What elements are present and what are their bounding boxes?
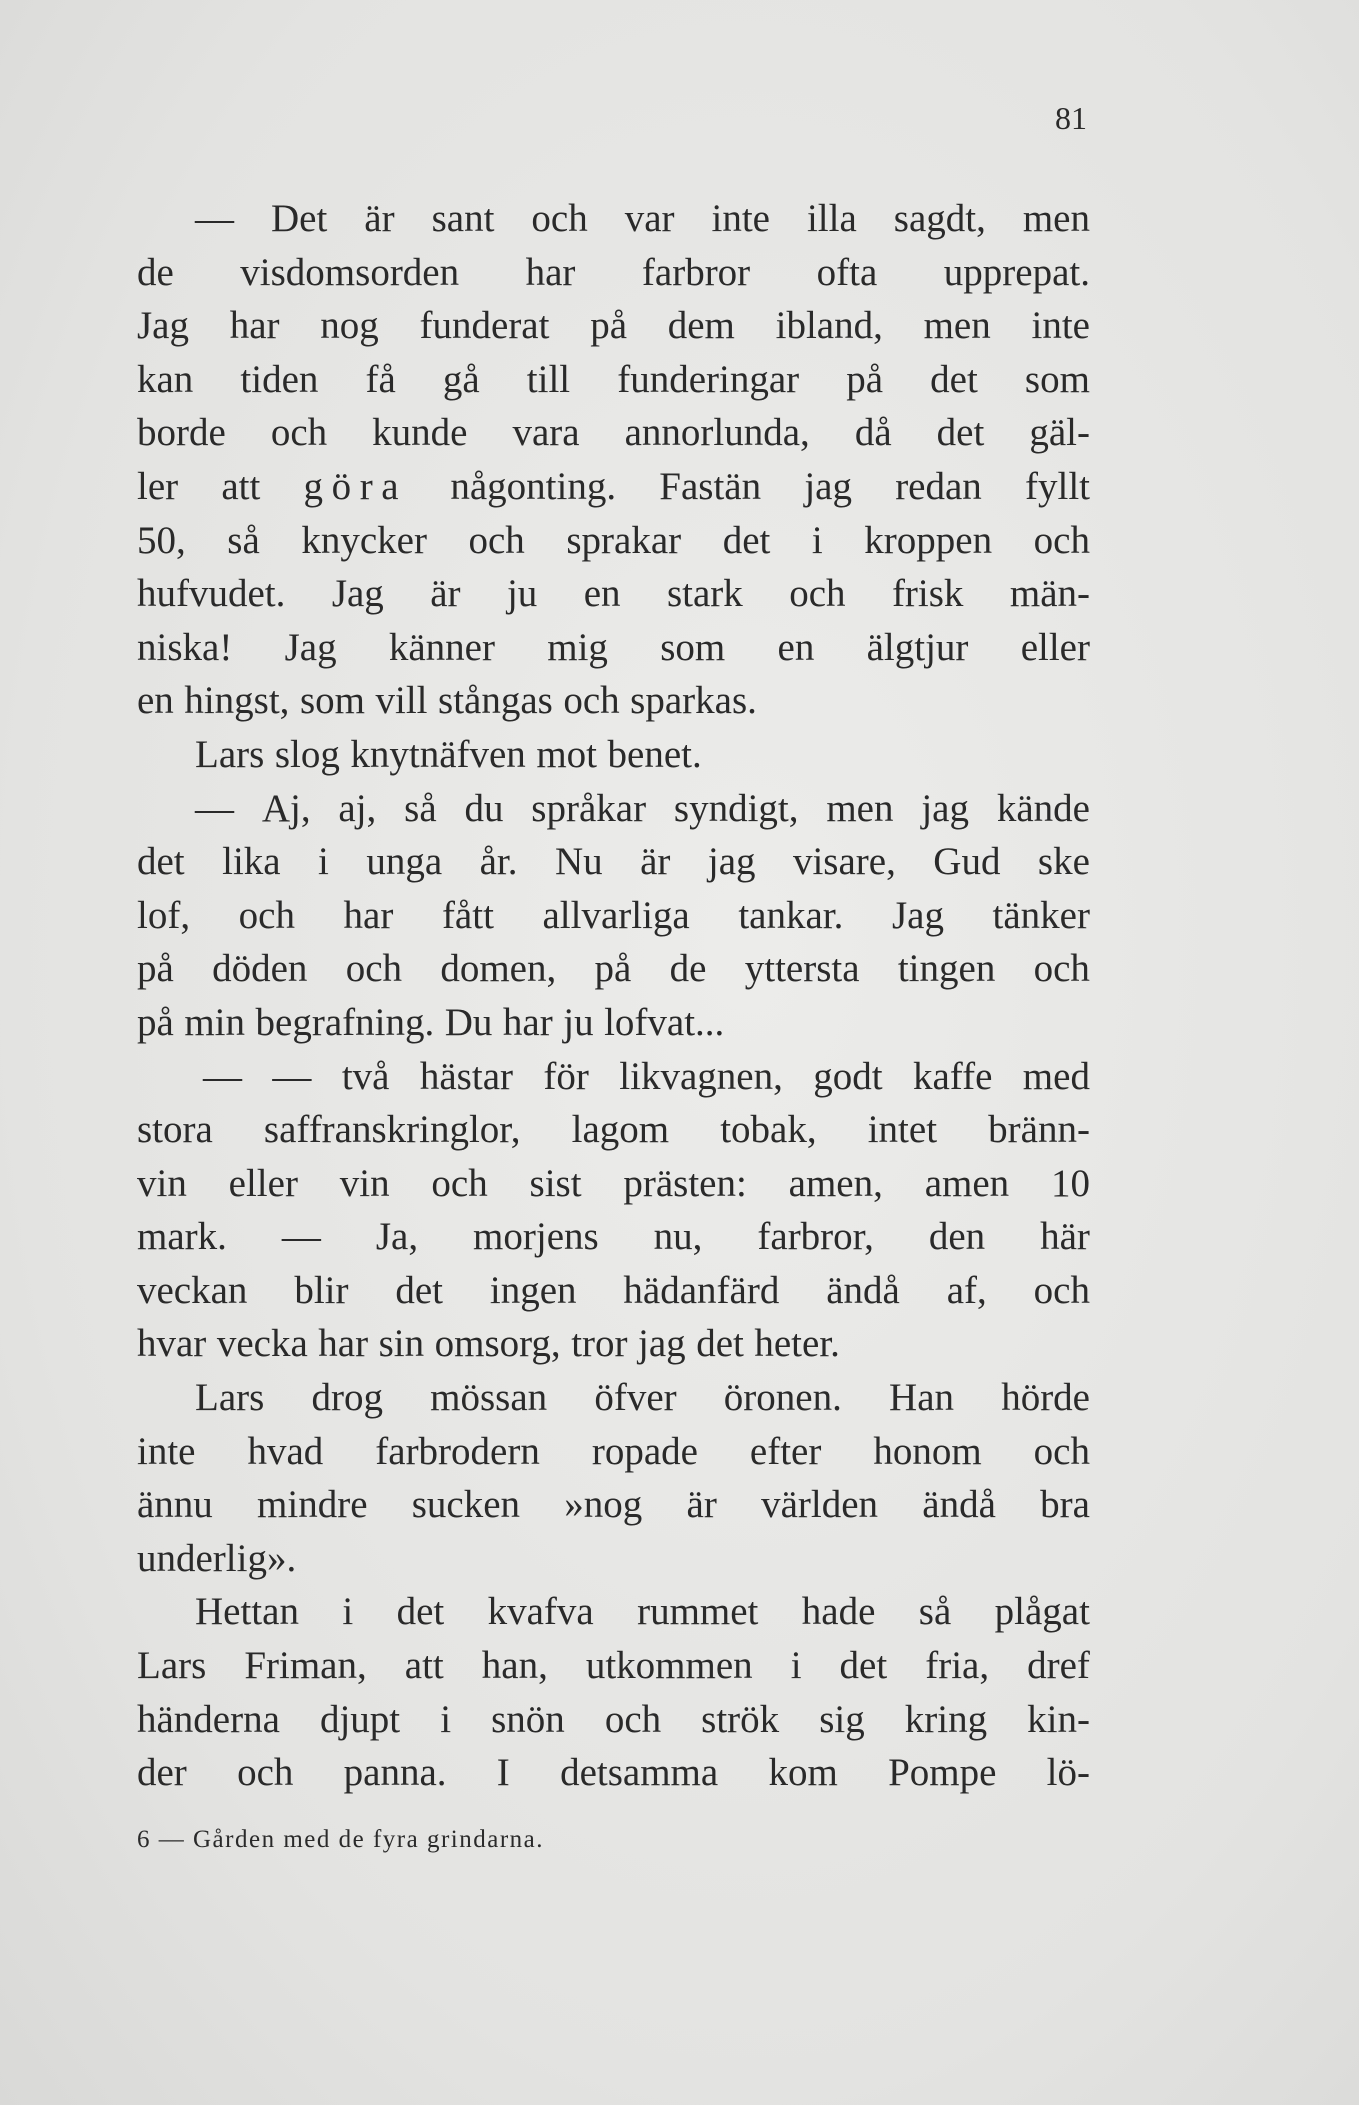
- word: Lars: [195, 732, 265, 776]
- text-line: [137, 1103, 1090, 1157]
- word: som: [299, 679, 365, 723]
- word: morjens: [473, 1215, 599, 1259]
- word: tingen: [897, 947, 996, 991]
- word: ropade: [591, 1429, 698, 1473]
- text-line: [137, 1425, 1090, 1479]
- word: är: [640, 840, 671, 884]
- word: har: [525, 250, 576, 294]
- word: stora: [137, 1108, 213, 1152]
- word: på: [846, 357, 884, 401]
- word: och: [1033, 1429, 1090, 1473]
- word: der: [137, 1751, 187, 1795]
- word: sprakar: [566, 518, 682, 562]
- word: har: [229, 304, 280, 348]
- word: i: [440, 1697, 452, 1741]
- word: ske: [1037, 840, 1090, 884]
- word: Friman,: [244, 1644, 367, 1688]
- word: niska!: [137, 625, 233, 669]
- word: år.: [479, 840, 518, 884]
- word: dref: [1027, 1644, 1090, 1688]
- word: här: [1040, 1215, 1090, 1259]
- word: men: [826, 786, 894, 830]
- word: lofvat...: [604, 1000, 725, 1044]
- word: Pompe: [888, 1751, 997, 1795]
- word: hvad: [247, 1429, 324, 1473]
- word: ler: [137, 464, 179, 508]
- word: funderingar: [617, 357, 800, 401]
- word: Jag: [891, 893, 944, 937]
- body-text: [137, 192, 1090, 1800]
- word: Lars: [137, 1644, 207, 1688]
- word: få: [365, 357, 396, 401]
- word: men: [1022, 197, 1090, 240]
- word: mössan: [430, 1376, 548, 1420]
- word: illa: [806, 197, 857, 240]
- word: godt: [813, 1054, 883, 1098]
- word: har: [502, 1000, 553, 1044]
- word: lika: [222, 840, 281, 884]
- word: saffranskringlor,: [263, 1108, 521, 1152]
- word: Hettan: [195, 1590, 299, 1634]
- word: det: [722, 518, 771, 562]
- word: rummet: [637, 1590, 759, 1634]
- text-line: [137, 1317, 1090, 1371]
- word: »nog: [564, 1483, 643, 1527]
- word: kroppen: [864, 518, 993, 562]
- word: och: [1033, 947, 1090, 991]
- word: mindre: [257, 1483, 368, 1527]
- text-line: [137, 782, 1090, 836]
- text-line: [137, 1639, 1090, 1693]
- word: de: [669, 947, 707, 991]
- word: jag: [921, 786, 969, 830]
- word: är: [364, 197, 395, 240]
- word: fått: [441, 893, 494, 937]
- word: på: [590, 304, 627, 348]
- word: Nu: [554, 840, 603, 884]
- word: likvagnen,: [619, 1054, 783, 1098]
- word: jag: [707, 840, 756, 884]
- word: du: [464, 786, 504, 830]
- text-line: [137, 1746, 1090, 1800]
- word: och: [270, 411, 328, 455]
- word: farbror,: [757, 1215, 874, 1259]
- word: kvafva: [487, 1590, 594, 1634]
- text-line: [137, 1050, 1090, 1104]
- word: lagom: [571, 1108, 670, 1152]
- word: kunde: [372, 411, 468, 455]
- word: det: [396, 1590, 445, 1634]
- word: knytnäfven: [350, 732, 526, 776]
- word: gå: [442, 357, 480, 401]
- word: vin: [137, 1161, 187, 1205]
- word: sucken: [411, 1483, 521, 1527]
- word: gäl-: [1029, 411, 1090, 455]
- word: hufvudet.: [137, 572, 286, 616]
- page-number: 81: [1055, 100, 1087, 136]
- word: vara: [512, 411, 580, 455]
- text-line: [137, 353, 1090, 407]
- word: veckan: [137, 1268, 248, 1312]
- word: plågat: [994, 1590, 1090, 1634]
- text-line: [137, 728, 1090, 782]
- word: och: [1033, 518, 1090, 562]
- word: och: [531, 197, 588, 240]
- word: män-: [1009, 572, 1090, 616]
- word: det: [839, 1644, 888, 1688]
- word: ju: [563, 1000, 594, 1044]
- word: kände: [996, 786, 1090, 830]
- word: som: [660, 625, 726, 669]
- word: blir: [294, 1268, 349, 1312]
- word: de: [137, 250, 174, 294]
- word: slog: [274, 732, 340, 776]
- word: sig: [819, 1697, 865, 1741]
- word: omsorg,: [434, 1322, 561, 1366]
- word: ofta: [816, 250, 878, 294]
- text-line: [137, 1478, 1090, 1532]
- word: ännu: [137, 1483, 213, 1527]
- word: så: [227, 518, 260, 562]
- word: vecka: [216, 1322, 308, 1366]
- word: fyllt: [1025, 464, 1090, 508]
- word: och: [1033, 1268, 1090, 1312]
- word: djupt: [319, 1697, 401, 1741]
- word: språkar: [531, 786, 647, 830]
- word: det: [696, 1322, 744, 1366]
- word: kom: [768, 1751, 838, 1795]
- word: Jag: [284, 625, 337, 669]
- word: inte: [137, 1429, 196, 1473]
- word: bra: [1040, 1483, 1090, 1527]
- word: var: [624, 197, 675, 240]
- word: och: [431, 1161, 488, 1205]
- word: en: [777, 625, 815, 669]
- word: panna.: [343, 1751, 447, 1795]
- word: farbror: [641, 250, 751, 294]
- word: prästen:: [623, 1161, 747, 1205]
- word: hörde: [1001, 1376, 1090, 1420]
- word: är: [430, 572, 461, 616]
- word: jag: [804, 464, 852, 508]
- word: strök: [701, 1697, 780, 1741]
- word: mig: [547, 625, 608, 669]
- word: Aj,: [261, 786, 311, 830]
- word: mot: [536, 732, 597, 776]
- word: kin-: [1027, 1697, 1090, 1741]
- word: och: [563, 679, 620, 723]
- word: tror: [571, 1322, 628, 1366]
- text-line: [137, 1264, 1090, 1318]
- word: jag: [638, 1322, 686, 1366]
- word: funderat: [419, 304, 550, 348]
- word: —: [195, 786, 234, 830]
- word: —: [281, 1215, 321, 1259]
- word: underlig».: [137, 1536, 297, 1580]
- text-line: [137, 996, 1090, 1050]
- word: stångas: [438, 679, 553, 723]
- word: göra: [303, 464, 408, 508]
- word: vin: [339, 1161, 390, 1205]
- text-line: [137, 1371, 1090, 1425]
- word: upprepat.: [943, 250, 1090, 294]
- text-line: [137, 1157, 1090, 1211]
- word: har: [343, 893, 394, 937]
- text-line: [137, 942, 1090, 996]
- word: till: [526, 357, 571, 401]
- word: sant: [431, 197, 495, 240]
- word: älgtjur: [866, 625, 969, 669]
- word: snön: [491, 1697, 565, 1741]
- text-line: [137, 460, 1090, 514]
- word: allvarliga: [542, 893, 690, 937]
- word: knycker: [301, 518, 427, 562]
- text-line: [137, 1210, 1090, 1264]
- footer-signature: 6 — Gården med de fyra grindarna.: [137, 1826, 544, 1853]
- word: visare,: [792, 840, 896, 884]
- word: nog: [320, 304, 379, 348]
- word: och: [345, 947, 403, 991]
- word: och: [604, 1697, 662, 1741]
- text-line: [137, 1532, 1090, 1586]
- word: kan: [137, 357, 194, 401]
- word: han,: [481, 1644, 548, 1688]
- word: sist: [529, 1161, 582, 1205]
- text-line: [137, 674, 1090, 728]
- word: hästar: [419, 1054, 513, 1098]
- word: har: [318, 1322, 369, 1366]
- word: nu,: [653, 1215, 703, 1259]
- word: annorlunda,: [624, 411, 810, 455]
- word: sin: [378, 1322, 425, 1366]
- word: borde: [137, 411, 226, 455]
- word: begrafning.: [255, 1000, 435, 1044]
- word: honom: [873, 1429, 982, 1473]
- word: benet.: [607, 732, 702, 776]
- word: händerna: [137, 1697, 280, 1741]
- word: fria,: [925, 1644, 990, 1688]
- word: som: [1024, 357, 1090, 401]
- word: och: [237, 1751, 294, 1795]
- word: och: [468, 518, 525, 562]
- word: att: [404, 1644, 444, 1688]
- word: det: [137, 840, 185, 884]
- word: amen,: [788, 1161, 883, 1205]
- word: ibland,: [775, 304, 883, 348]
- word: är: [686, 1483, 717, 1527]
- word: den: [928, 1215, 986, 1259]
- word: —: [195, 197, 234, 240]
- word: på: [137, 947, 174, 991]
- word: sparkas.: [630, 679, 757, 723]
- word: ingen: [489, 1268, 577, 1312]
- word: med: [1022, 1054, 1090, 1098]
- word: en: [583, 572, 621, 616]
- word: Ja,: [375, 1215, 419, 1259]
- word: intet: [867, 1108, 938, 1152]
- text-line: [137, 1585, 1090, 1639]
- word: domen,: [440, 947, 557, 991]
- word: bränn-: [988, 1108, 1090, 1152]
- word: öronen.: [723, 1376, 842, 1420]
- word: tankar.: [738, 893, 844, 937]
- word: någonting.: [450, 464, 617, 508]
- word: redan: [895, 464, 982, 508]
- word: Jag: [331, 572, 384, 616]
- word: tiden: [240, 357, 319, 401]
- word: Gud: [933, 840, 1001, 884]
- word: i: [811, 518, 823, 562]
- text-line: [137, 406, 1090, 460]
- word: hvar: [137, 1322, 207, 1366]
- word: frisk: [891, 572, 964, 616]
- word: för: [543, 1054, 589, 1098]
- word: men: [923, 304, 991, 348]
- word: utkommen: [585, 1644, 753, 1688]
- word: min: [184, 1000, 245, 1044]
- word: världen: [761, 1483, 879, 1527]
- word: på: [137, 1000, 174, 1044]
- word: af,: [946, 1268, 987, 1312]
- word: eller: [228, 1161, 298, 1205]
- word: farbrodern: [375, 1429, 540, 1473]
- word: och: [238, 893, 295, 937]
- text-line: [137, 835, 1090, 889]
- word: öfver: [594, 1376, 677, 1420]
- text-line: [137, 621, 1090, 675]
- text-line: [137, 889, 1090, 943]
- word: heter.: [754, 1322, 840, 1366]
- word: Fastän: [659, 464, 762, 508]
- word: känner: [388, 625, 495, 669]
- word: stark: [666, 572, 743, 616]
- word: inte: [1031, 304, 1090, 348]
- word: tänker: [992, 893, 1090, 937]
- word: —: [203, 1054, 242, 1098]
- word: i: [790, 1644, 802, 1688]
- word: en: [137, 679, 174, 723]
- word: Han: [889, 1376, 955, 1420]
- word: detsamma: [560, 1751, 719, 1795]
- word: mark.: [137, 1215, 227, 1259]
- word: ändå: [826, 1268, 900, 1312]
- word: hade: [801, 1590, 876, 1634]
- text-line: [137, 1693, 1090, 1747]
- word: lof,: [137, 893, 191, 937]
- word: i: [318, 840, 329, 884]
- word: yttersta: [744, 947, 860, 991]
- word: 50,: [137, 518, 186, 562]
- word: eller: [1020, 625, 1090, 669]
- text-line: [137, 192, 1090, 246]
- word: Det: [270, 197, 328, 240]
- text-line: [137, 514, 1090, 568]
- word: så: [918, 1590, 952, 1634]
- word: hingst,: [184, 679, 290, 723]
- word: syndigt,: [673, 786, 799, 830]
- word: sagdt,: [893, 197, 986, 240]
- word: på: [594, 947, 632, 991]
- word: inte: [711, 197, 770, 240]
- word: unga: [366, 840, 443, 884]
- word: 10: [1050, 1161, 1090, 1205]
- word: Lars: [195, 1376, 265, 1420]
- word: då: [854, 411, 892, 455]
- word: och: [789, 572, 846, 616]
- word: efter: [749, 1429, 822, 1473]
- text-line: [137, 299, 1090, 353]
- text-line: [137, 246, 1090, 300]
- word: I: [496, 1751, 510, 1795]
- word: att: [221, 464, 261, 508]
- word: Du: [444, 1000, 493, 1044]
- word: tobak,: [720, 1108, 817, 1152]
- word: lö-: [1046, 1751, 1090, 1795]
- text-line: [137, 567, 1090, 621]
- word: det: [936, 411, 985, 455]
- word: visdomsorden: [240, 250, 460, 294]
- word: så: [404, 786, 437, 830]
- word: ju: [506, 572, 538, 616]
- word: —: [272, 1054, 312, 1098]
- word: drog: [311, 1376, 383, 1420]
- word: kaffe: [913, 1054, 993, 1098]
- word: två: [341, 1054, 390, 1098]
- word: dem: [667, 304, 735, 348]
- word: Jag: [137, 304, 189, 348]
- word: kring: [904, 1697, 988, 1741]
- word: aj,: [338, 786, 377, 830]
- word: det: [395, 1268, 444, 1312]
- word: döden: [212, 947, 308, 991]
- word: vill: [375, 679, 428, 723]
- word: ändå: [922, 1483, 996, 1527]
- word: det: [930, 357, 978, 401]
- word: i: [342, 1590, 354, 1634]
- word: hädanfärd: [623, 1268, 780, 1312]
- word: amen: [924, 1161, 1010, 1205]
